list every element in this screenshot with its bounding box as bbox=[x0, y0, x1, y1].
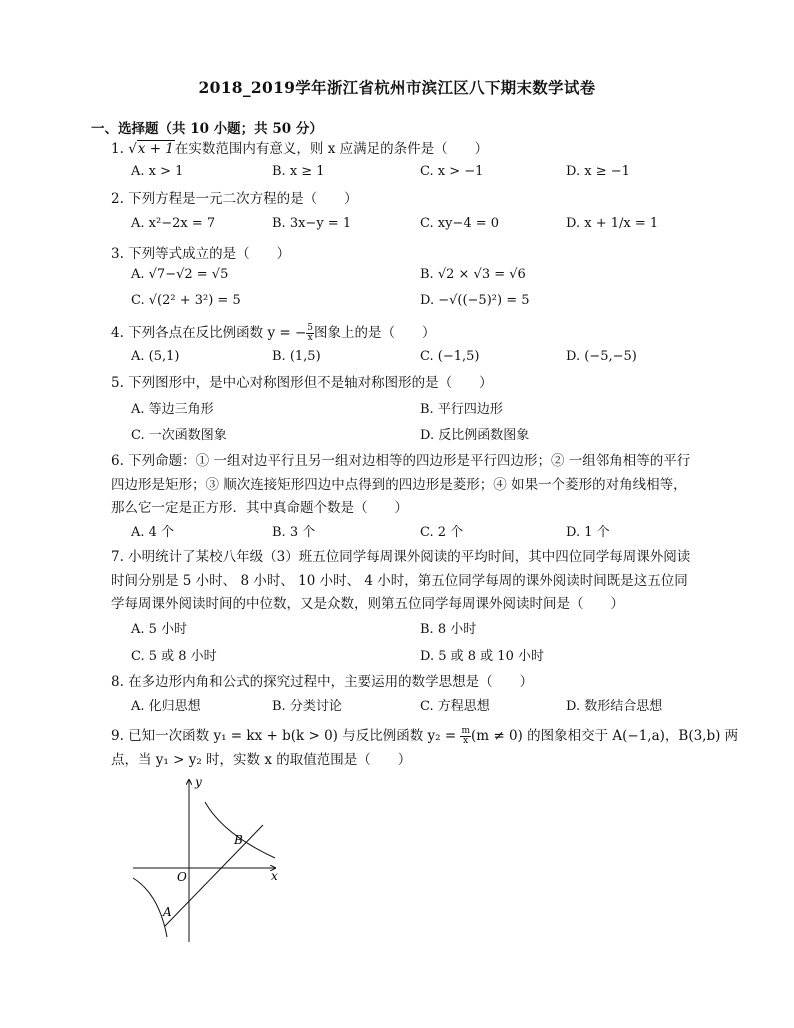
q6-option-c[interactable]: C. 2 个 bbox=[420, 525, 464, 540]
fraction bbox=[460, 727, 471, 746]
y-axis-label: y bbox=[195, 775, 202, 789]
question-9-text-b: (m ≠ 0) 的图象相交于 A(−1,a)，B(3,b) 两 bbox=[470, 728, 739, 744]
question-7-line-3: 学每周课外阅读时间的中位数，又是众数，则第五位同学每周课外阅读时间是（ ） bbox=[111, 596, 624, 612]
q8-option-a[interactable]: A. 化归思想 bbox=[131, 699, 201, 714]
question-8-stem: 8. 在多边形内角和公式的探究过程中，主要运用的数学思想是（ ） bbox=[111, 674, 534, 690]
question-4-text-b: 图象上的是（ ） bbox=[314, 325, 436, 341]
q7-option-c[interactable]: C. 5 或 8 小时 bbox=[131, 649, 217, 664]
x-axis-label: x bbox=[271, 869, 278, 883]
question-1-text: 在实数范围内有意义，则 x 应满足的条件是（ ） bbox=[174, 141, 489, 157]
point-a-label: A bbox=[163, 905, 172, 919]
q7-option-a[interactable]: A. 5 小时 bbox=[131, 622, 188, 637]
radicand: x + 1 bbox=[137, 141, 174, 157]
q6-option-b[interactable]: B. 3 个 bbox=[272, 525, 316, 540]
q8-option-b[interactable]: B. 分类讨论 bbox=[272, 699, 342, 714]
fraction-denominator: x bbox=[307, 333, 313, 343]
question-9-line-2: 点，当 y₁ > y₂ 时，实数 x 的取值范围是（ ） bbox=[111, 752, 412, 768]
question-3-stem: 3. 下列等式成立的是（ ） bbox=[111, 246, 291, 262]
point-b-label: B bbox=[234, 833, 243, 847]
fraction-numerator: m bbox=[461, 726, 470, 736]
function-graph-figure bbox=[125, 772, 295, 952]
question-9-text-a: 9. 已知一次函数 y₁ = kx + b(k > 0) 与反比例函数 y₂ = bbox=[111, 728, 461, 744]
section-heading: 一、选择题（共 10 小题；共 50 分） bbox=[91, 121, 323, 137]
origin-label: O bbox=[177, 870, 187, 884]
question-6-line-2: 四边形是矩形；③ 顺次连接矩形四边中点得到的四边形是菱形；④ 如果一个菱形的对角线相等， bbox=[111, 477, 687, 493]
question-9-line-1 bbox=[111, 724, 738, 748]
q8-option-d[interactable]: D. 数形结合思想 bbox=[566, 699, 663, 714]
q2-option-b[interactable]: B. 3x−y = 1 bbox=[272, 216, 352, 231]
page-title: 2018_2019学年浙江省杭州市滨江区八下期末数学试卷 bbox=[198, 78, 596, 97]
question-6-line-3: 那么它一定是正方形．其中真命题个数是（ ） bbox=[111, 500, 408, 516]
fraction bbox=[306, 324, 314, 343]
q5-option-a[interactable]: A. 等边三角形 bbox=[131, 402, 214, 417]
q5-option-c[interactable]: C. 一次函数图象 bbox=[131, 428, 227, 443]
q4-option-b[interactable]: B. (1,5) bbox=[272, 349, 321, 364]
question-4-stem bbox=[111, 321, 436, 345]
question-1-stem bbox=[111, 137, 488, 161]
q1-option-b[interactable]: B. x ≥ 1 bbox=[272, 164, 325, 179]
q3-option-b[interactable]: B. √2 × √3 = √6 bbox=[420, 267, 526, 282]
question-7-line-1: 7. 小明统计了某校八年级（3）班五位同学每周课外阅读的平均时间，其中四位同学每周课外阅读 bbox=[111, 549, 691, 565]
q3-option-a[interactable]: A. √7−√2 = √5 bbox=[131, 267, 229, 282]
q6-option-a[interactable]: A. 4 个 bbox=[131, 525, 175, 540]
question-1-number: 1. bbox=[111, 141, 124, 157]
q6-option-d[interactable]: D. 1 个 bbox=[566, 525, 610, 540]
q4-option-c[interactable]: C. (−1,5) bbox=[420, 349, 480, 364]
fraction-numerator: 5 bbox=[307, 323, 314, 333]
q7-option-b[interactable]: B. 8 小时 bbox=[420, 622, 477, 637]
q7-option-d[interactable]: D. 5 或 8 或 10 小时 bbox=[420, 649, 544, 664]
q1-option-a[interactable]: A. x > 1 bbox=[131, 164, 184, 179]
q3-option-c[interactable]: C. √(2² + 3²) = 5 bbox=[131, 293, 241, 308]
q2-option-d[interactable]: D. x + 1/x = 1 bbox=[566, 216, 659, 231]
q1-option-d[interactable]: D. x ≥ −1 bbox=[566, 164, 630, 179]
fraction-denominator: x bbox=[463, 736, 469, 746]
q8-option-c[interactable]: C. 方程思想 bbox=[420, 699, 490, 714]
sqrt-expression: √x + 1 bbox=[128, 141, 174, 157]
hyperbola-branch-first-quadrant bbox=[205, 802, 275, 858]
q5-option-b[interactable]: B. 平行四边形 bbox=[420, 402, 503, 417]
q2-option-a[interactable]: A. x²−2x = 7 bbox=[131, 216, 216, 231]
question-2-stem: 2. 下列方程是一元二次方程的是（ ） bbox=[111, 191, 358, 207]
q3-option-d[interactable]: D. −√((−5)²) = 5 bbox=[420, 293, 530, 308]
question-6-line-1: 6. 下列命题：① 一组对边平行且另一组对边相等的四边形是平行四边形；② 一组邻角相等的平行 bbox=[111, 453, 691, 469]
q5-option-d[interactable]: D. 反比例函数图象 bbox=[420, 428, 530, 443]
q2-option-c[interactable]: C. xy−4 = 0 bbox=[420, 216, 500, 231]
q1-option-c[interactable]: C. x > −1 bbox=[420, 164, 484, 179]
hyperbola-branch-third-quadrant bbox=[133, 878, 167, 937]
question-5-stem: 5. 下列图形中，是中心对称图形但不是轴对称图形的是（ ） bbox=[111, 375, 493, 391]
q4-option-d[interactable]: D. (−5,−5) bbox=[566, 349, 637, 364]
question-4-text-a: 4. 下列各点在反比例函数 y = − bbox=[111, 325, 307, 341]
q4-option-a[interactable]: A. (5,1) bbox=[131, 349, 180, 364]
question-7-line-2: 时间分别是 5 小时、 8 小时、 10 小时、 4 小时，第五位同学每周的课外阅读时间既是这五位同 bbox=[111, 573, 688, 589]
